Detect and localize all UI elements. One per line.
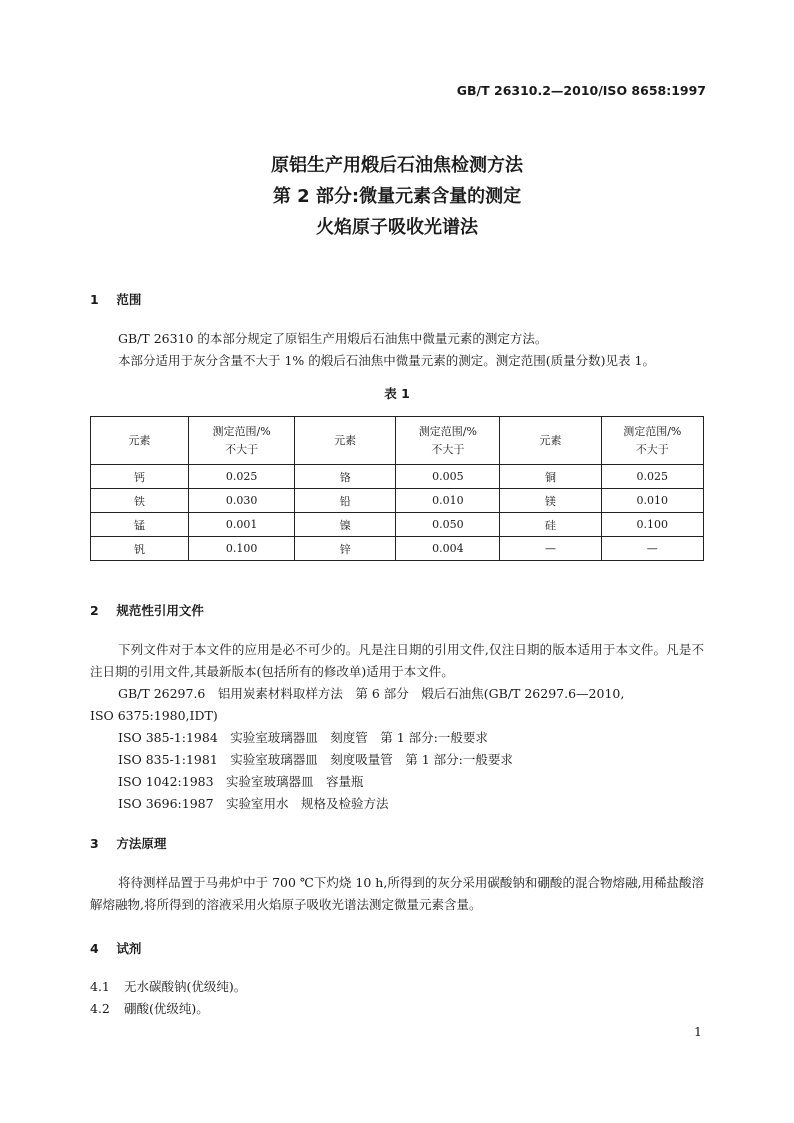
section-title: 规范性引用文件 [116, 603, 204, 618]
reagent-number: 4.1 [90, 979, 110, 994]
table-cell: 镍 [295, 513, 396, 537]
table-cell: 0.010 [396, 489, 500, 513]
normative-reference: ISO 1042:1983 实验室玻璃器皿 容量瓶 [118, 774, 364, 789]
section-title: 方法原理 [116, 836, 167, 851]
title-line-1: 原铝生产用煅后石油焦检测方法 [271, 155, 523, 176]
section-number: 1 [90, 292, 99, 307]
table-row [91, 465, 704, 489]
table-row [91, 513, 704, 537]
table-cell: 铅 [295, 489, 396, 513]
header-range-line2: 不大于 [635, 442, 669, 456]
section-2-body [90, 639, 704, 815]
normative-reference-continued: ISO 6375:1980,IDT) [90, 708, 218, 723]
header-range-line2: 不大于 [225, 442, 259, 456]
header-range-line1: 测定范围/% [623, 424, 682, 438]
section-3-heading [90, 834, 166, 852]
normative-reference: ISO 385-1:1984 实验室玻璃器皿 刻度管 第 1 部分:一般要求 [118, 730, 488, 745]
header-cell: 元素 [295, 417, 396, 465]
section-title: 试剂 [116, 941, 142, 956]
table-cell: 0.030 [189, 489, 295, 513]
document-title [0, 150, 794, 243]
section-title: 范围 [116, 292, 142, 307]
table-cell: 锌 [295, 537, 396, 561]
table-cell: 0.100 [189, 537, 295, 561]
paragraph: 将待测样品置于马弗炉中于 700 ℃下灼烧 10 h,所得到的灰分采用碳酸钠和硼酸的混合物熔融,用稀盐酸溶解熔融物,将所得到的溶液采用火焰原子吸收光谱法测定微量元素含量。 [90, 875, 704, 912]
title-line-2: 第 2 部分:微量元素含量的测定 [272, 186, 522, 207]
table-caption: 表 1 [384, 386, 410, 401]
section-1-body [90, 328, 704, 372]
section-number: 4 [90, 941, 99, 956]
normative-reference: ISO 3696:1987 实验室用水 规格及检验方法 [118, 796, 389, 811]
title-line-3: 火焰原子吸收光谱法 [316, 217, 478, 238]
standard-code: GB/T 26310.2—2010/ISO 8658:1997 [456, 83, 706, 98]
header-cell [601, 417, 703, 465]
header-cell [396, 417, 500, 465]
table-cell: 锰 [91, 513, 189, 537]
table-cell: — [500, 537, 601, 561]
header-range-line2: 不大于 [431, 442, 465, 456]
table-cell: 0.005 [396, 465, 500, 489]
table-cell: 0.025 [189, 465, 295, 489]
measurement-range-table [90, 416, 704, 561]
header-cell [189, 417, 295, 465]
section-4-body [90, 976, 704, 1020]
section-2-heading [90, 601, 204, 619]
header-cell: 元素 [91, 417, 189, 465]
paragraph: 下列文件对于本文件的应用是必不可少的。凡是注日期的引用文件,仅注日期的版本适用于本文件。凡是不注日期的引用文件,其最新版本(包括所有的修改单)适用于本文件。 [90, 642, 704, 679]
reagent-item [90, 976, 704, 998]
reagent-text: 无水碳酸钠(优级纯)。 [124, 979, 247, 994]
table-cell: 0.010 [601, 489, 703, 513]
paragraph: 本部分适用于灰分含量不大于 1% 的煅后石油焦中微量元素的测定。测定范围(质量分数)见表 1。 [118, 353, 655, 368]
section-number: 3 [90, 836, 99, 851]
table-cell: 0.001 [189, 513, 295, 537]
section-4-heading [90, 939, 141, 957]
table-cell: 0.004 [396, 537, 500, 561]
reagent-text: 硼酸(优级纯)。 [124, 1001, 209, 1016]
table-cell: 铁 [91, 489, 189, 513]
table-cell: 0.050 [396, 513, 500, 537]
table-cell: 0.025 [601, 465, 703, 489]
table-cell: 硅 [500, 513, 601, 537]
section-1-heading [90, 290, 141, 308]
header-range-line1: 测定范围/% [418, 424, 477, 438]
table-cell: 钙 [91, 465, 189, 489]
table-cell: — [601, 537, 703, 561]
table-cell: 镁 [500, 489, 601, 513]
reagent-number: 4.2 [90, 1001, 110, 1016]
reagent-item [90, 998, 704, 1020]
normative-reference: ISO 835-1:1981 实验室玻璃器皿 刻度吸量管 第 1 部分:一般要求 [118, 752, 513, 767]
table-cell: 0.100 [601, 513, 703, 537]
table-cell: 铬 [295, 465, 396, 489]
page-number: 1 [694, 1024, 702, 1039]
table-row [91, 489, 704, 513]
table-cell: 钒 [91, 537, 189, 561]
table-row [91, 537, 704, 561]
header-range-line1: 测定范围/% [212, 424, 271, 438]
section-3-body [90, 872, 704, 916]
section-number: 2 [90, 603, 99, 618]
normative-reference: GB/T 26297.6 铝用炭素材料取样方法 第 6 部分 煅后石油焦(GB/T 26297.6—2010, [118, 686, 625, 701]
paragraph: GB/T 26310 的本部分规定了原铝生产用煅后石油焦中微量元素的测定方法。 [118, 331, 548, 346]
table-header-row [91, 417, 704, 465]
header-cell: 元素 [500, 417, 601, 465]
table-cell: 铜 [500, 465, 601, 489]
